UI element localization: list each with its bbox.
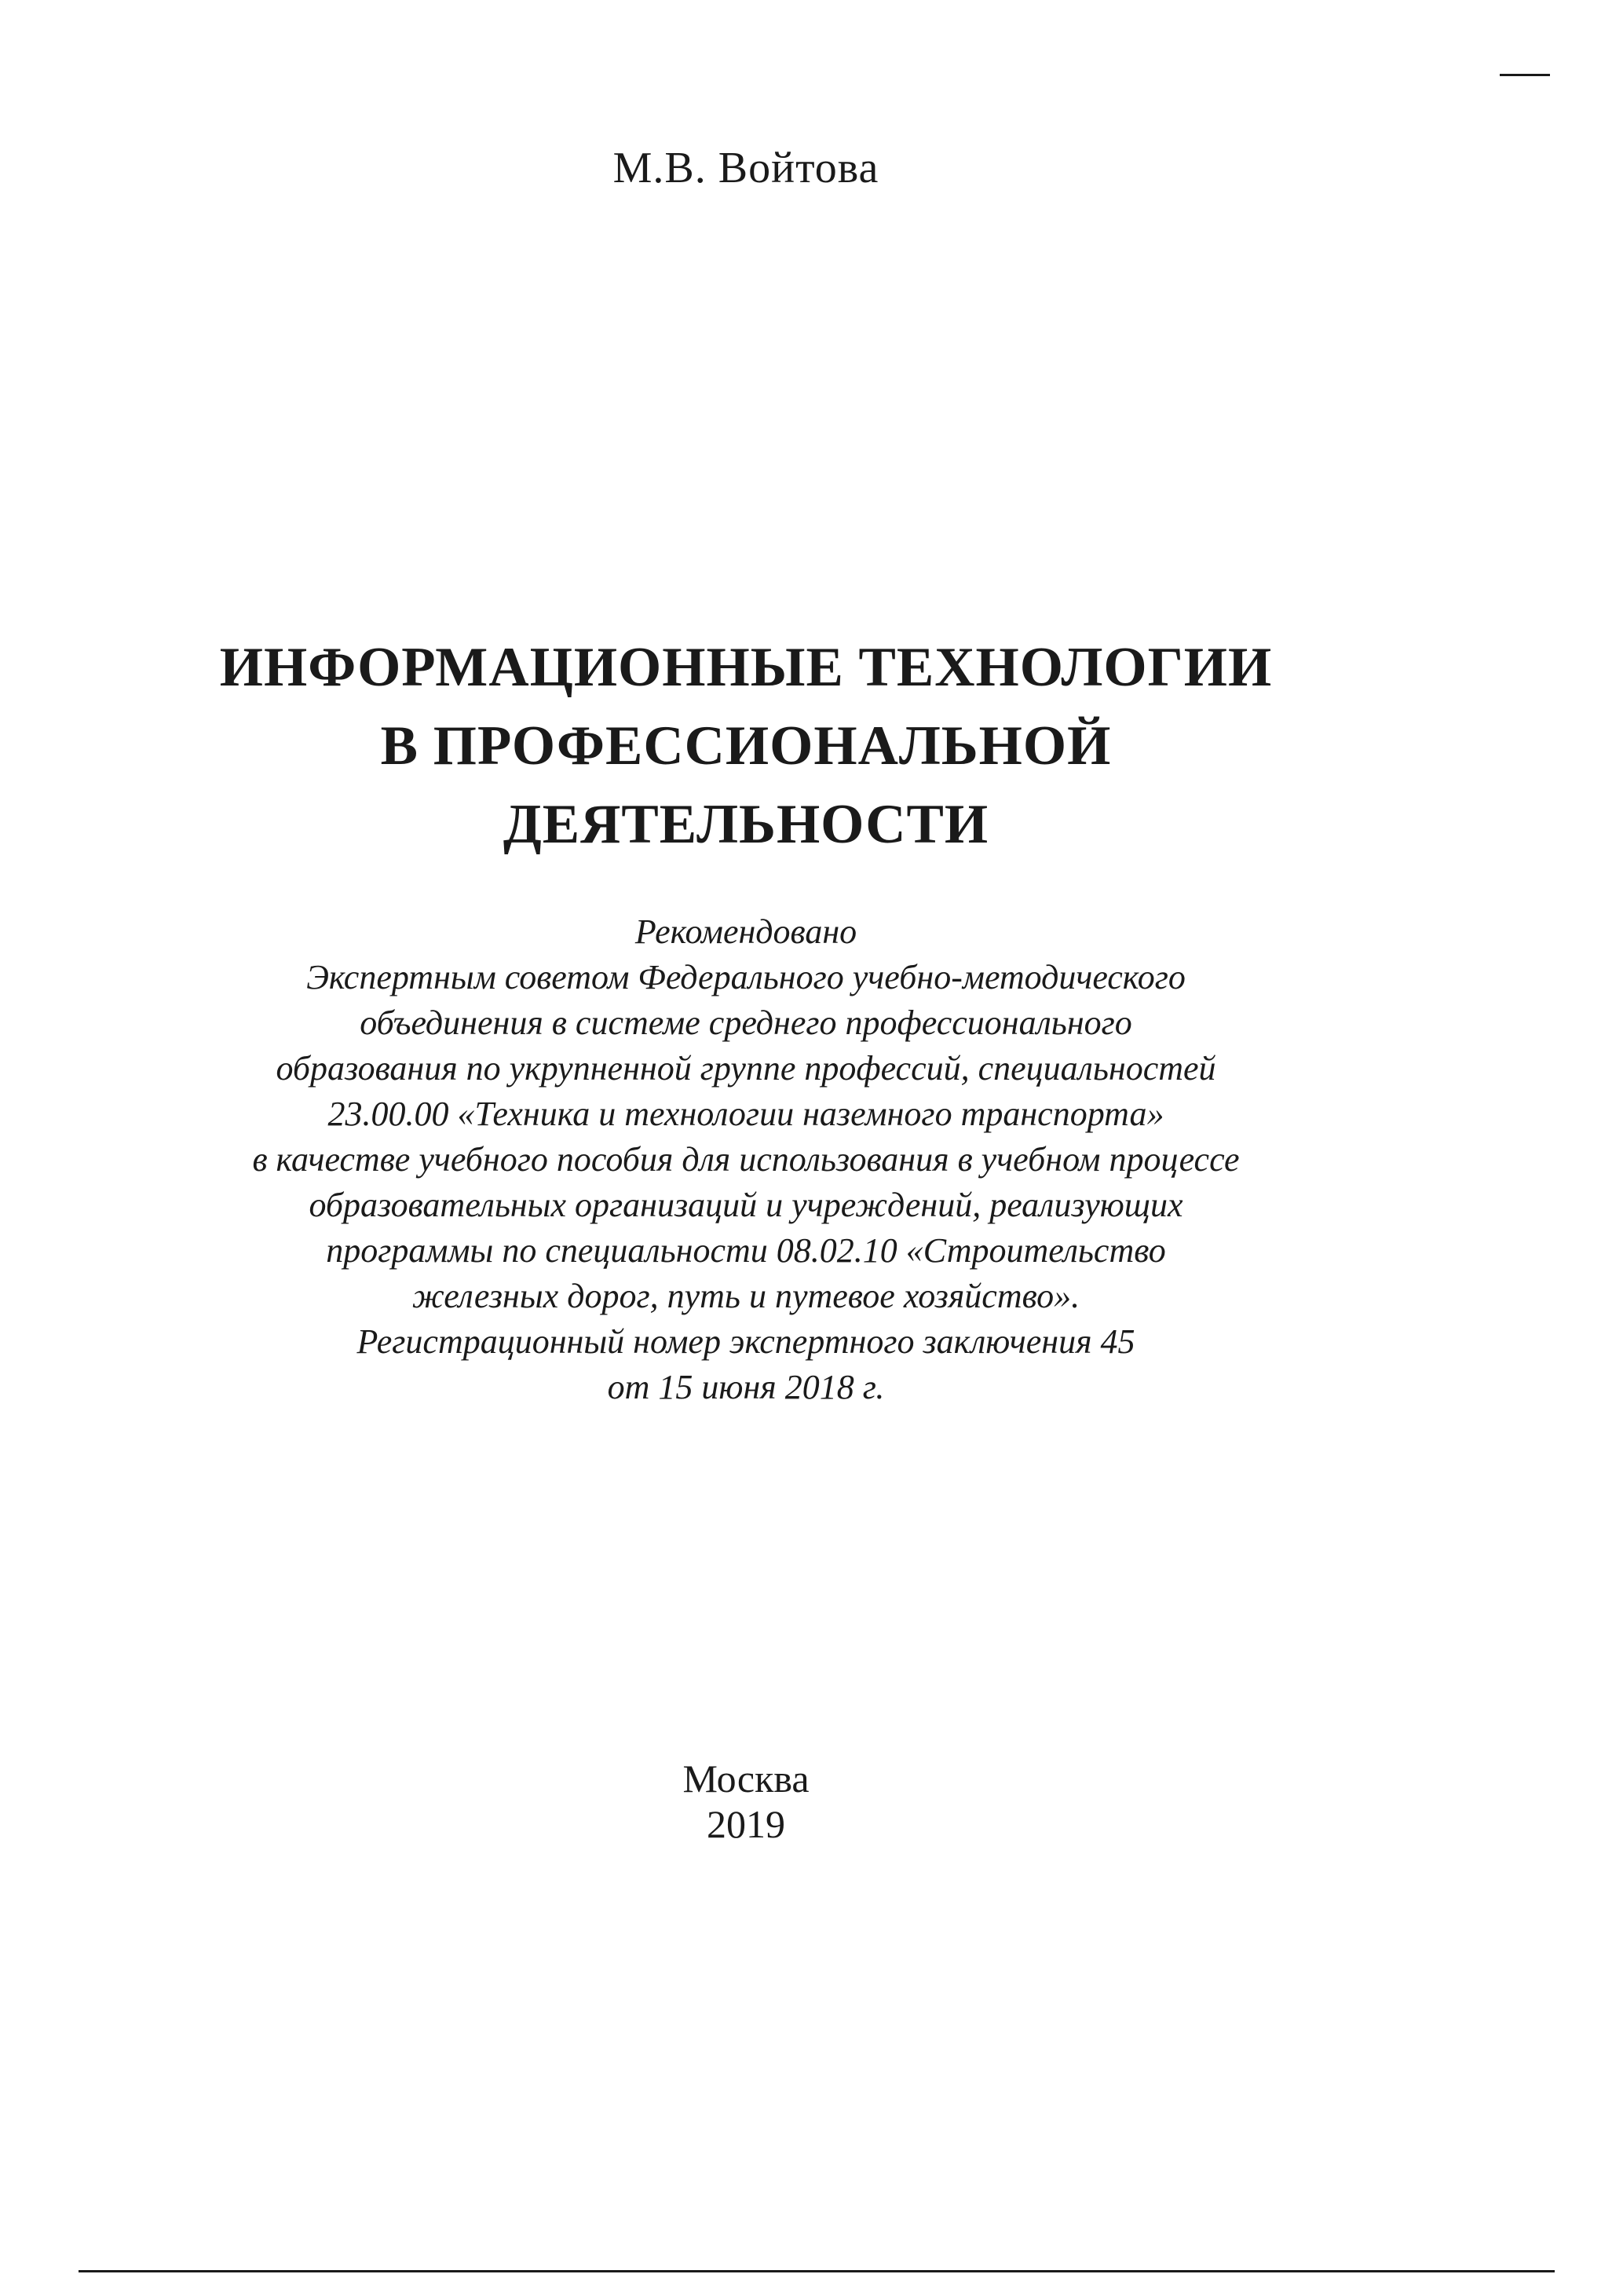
recommendation-line: образования по укрупненной группе профессий, специальностей <box>276 1049 1216 1088</box>
title-line-1: ИНФОРМАЦИОННЫЕ ТЕХНОЛОГИИ <box>219 637 1273 698</box>
recommendation-line: Экспертным советом Федерального учебно-методического <box>306 958 1186 996</box>
recommendation-line: 23.00.00 «Техника и технологии наземного транспорта» <box>327 1095 1164 1133</box>
title-line-3: ДЕЯТЕЛЬНОСТИ <box>503 794 989 855</box>
book-title <box>0 628 1492 864</box>
recommendation-line: Регистрационный номер экспертного заключения 45 <box>356 1322 1135 1361</box>
recommendation-line: Рекомендовано <box>634 912 857 951</box>
imprint-year: 2019 <box>707 1802 785 1846</box>
recommendation-line: образовательных организаций и учреждений, реализующих <box>309 1186 1183 1224</box>
recommendation-line: в качестве учебного пособия для использования в учебном процессе <box>252 1140 1240 1179</box>
recommendation-block <box>0 909 1492 1410</box>
author-name: М.В. Войтова <box>612 144 879 192</box>
recommendation-line: железных дорог, путь и путевое хозяйство». <box>411 1277 1080 1315</box>
recommendation-line: программы по специальности 08.02.10 «Строительство <box>326 1231 1166 1270</box>
imprint-city: Москва <box>682 1757 810 1801</box>
imprint <box>0 1756 1492 1847</box>
recommendation-line: от 15 июня 2018 г. <box>607 1368 885 1406</box>
recommendation-line: объединения в системе среднего профессионального <box>360 1004 1132 1042</box>
bottom-rule <box>79 2270 1555 2272</box>
corner-crop-mark <box>1500 74 1550 76</box>
title-line-2: В ПРОФЕССИОНАЛЬНОЙ <box>380 715 1112 777</box>
